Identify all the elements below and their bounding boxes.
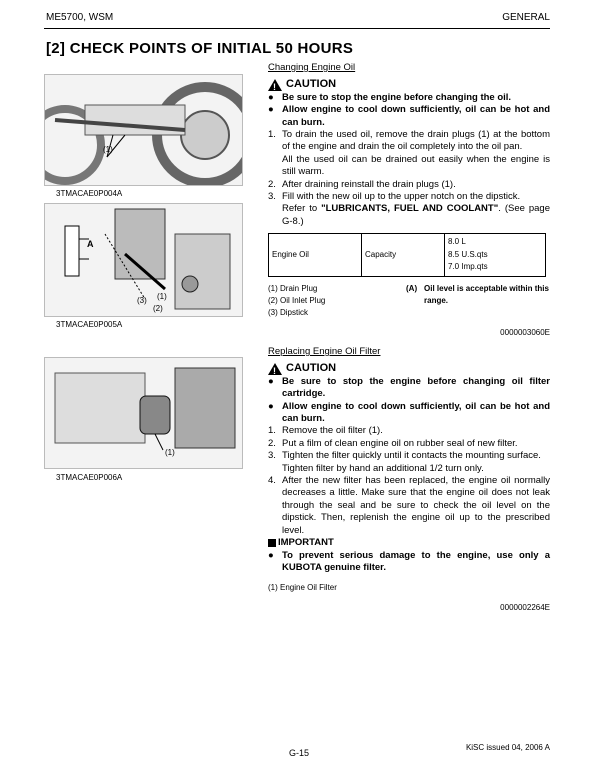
caution-item: ● Allow engine to cool down sufficiently, oil can be hot and can burn.	[268, 104, 550, 128]
warning-icon	[268, 363, 282, 375]
caution-item: ● Be sure to stop the engine before changing the oil.	[268, 91, 512, 103]
caution-item: ● Be sure to stop the engine before changing oil filter cartridge.	[268, 375, 550, 400]
section-heading: Replacing Engine Oil Filter	[268, 346, 381, 357]
step-item: 2. Put a film of clean engine oil on rubber seal of new filter.	[268, 437, 518, 449]
bullet-icon: ●	[268, 549, 274, 561]
document-code: 0000002264E	[500, 603, 550, 613]
section-heading: Changing Engine Oil	[268, 62, 356, 73]
figure-legend: (1) Drain Plug (2) Oil Inlet Plug (3) Dipstick (A) Oil level is acceptable within this range.	[268, 283, 549, 317]
important-header	[268, 537, 550, 549]
figure-legend: (1) Engine Oil Filter	[268, 583, 337, 593]
page-number: G-15	[289, 748, 310, 758]
figure-label: (1)	[165, 448, 175, 457]
issue-info: KiSC issued 04, 2006 A	[465, 743, 550, 752]
caution-label: CAUTION	[286, 362, 337, 375]
figure-code: 3TMACAE0P006A	[56, 473, 123, 482]
section-replacing-oil-filter	[268, 346, 550, 615]
figure-oil-filter	[44, 357, 243, 469]
figure-drain-plugs	[44, 74, 243, 186]
step-item: 3. Fill with the new oil up to the upper notch on the dipstick. Refer to "LUBRICANTS, FUEL AND COOLANT". (See page G-8.)	[268, 191, 550, 227]
figure-label: (1)	[157, 292, 167, 301]
table-cell-values: 8.0 L 8.5 U.S.qts 7.0 Imp.qts	[445, 234, 546, 276]
header-section: GENERAL	[502, 12, 550, 23]
step-item: 2. After draining reinstall the drain plugs (1).	[268, 178, 456, 190]
bullet-icon: ●	[268, 91, 274, 103]
step-item: 1. To drain the used oil, remove the drain plugs (1) at the bottom of the engine and drain the oil completely into the oil pan. All the used oil can be drained out easily when the engine is still warm.	[268, 129, 550, 178]
figure-label: (2)	[153, 304, 163, 313]
document-code: 0000003060E	[500, 327, 550, 337]
header-rule	[44, 28, 550, 29]
figure-dipstick	[44, 203, 243, 317]
oil-capacity-table	[268, 233, 546, 276]
caution-header	[268, 362, 550, 374]
table-cell-item: Engine Oil	[269, 234, 362, 276]
step-item: 1. Remove the oil filter (1).	[268, 425, 383, 437]
figure-label: (3)	[137, 296, 147, 305]
oil-filter-illustration	[45, 358, 242, 468]
bullet-icon: ●	[268, 104, 274, 116]
figure-label: (1)	[103, 145, 113, 154]
important-item: ● To prevent serious damage to the engine, use only a KUBOTA genuine filter.	[268, 549, 550, 573]
tractor-underside-illustration	[45, 75, 242, 185]
important-square-icon	[268, 539, 276, 547]
bullet-icon: ●	[268, 375, 274, 387]
caution-header	[268, 78, 550, 90]
caution-item: ● Allow engine to cool down sufficiently, oil can be hot and can burn.	[268, 400, 550, 425]
page-title: [2] CHECK POINTS OF INITIAL 50 HOURS	[46, 40, 354, 57]
warning-icon	[268, 79, 282, 91]
important-label: IMPORTANT	[278, 537, 334, 549]
dipstick-range-label: A	[87, 239, 94, 249]
step-item: 4. After the new filter has been replaced, the engine oil normally decreases a little. Make sure that the engine oil does not leak through the seal and be sure to check the oil level on the dipstick. Then, replenish the engine oil up to the prescribed level.	[268, 475, 550, 536]
caution-label: CAUTION	[286, 78, 337, 91]
header-model: ME5700, WSM	[46, 12, 114, 23]
step-item: 3. Tighten the filter quickly until it contacts the mounting surface. Tighten filter by hand an additional 1/2 turn only.	[268, 450, 541, 474]
figure-code: 3TMACAE0P005A	[56, 320, 123, 329]
section-changing-engine-oil	[268, 62, 550, 339]
figure-code: 3TMACAE0P004A	[56, 189, 123, 198]
bullet-icon: ●	[268, 400, 274, 412]
table-cell-param: Capacity	[362, 234, 445, 276]
